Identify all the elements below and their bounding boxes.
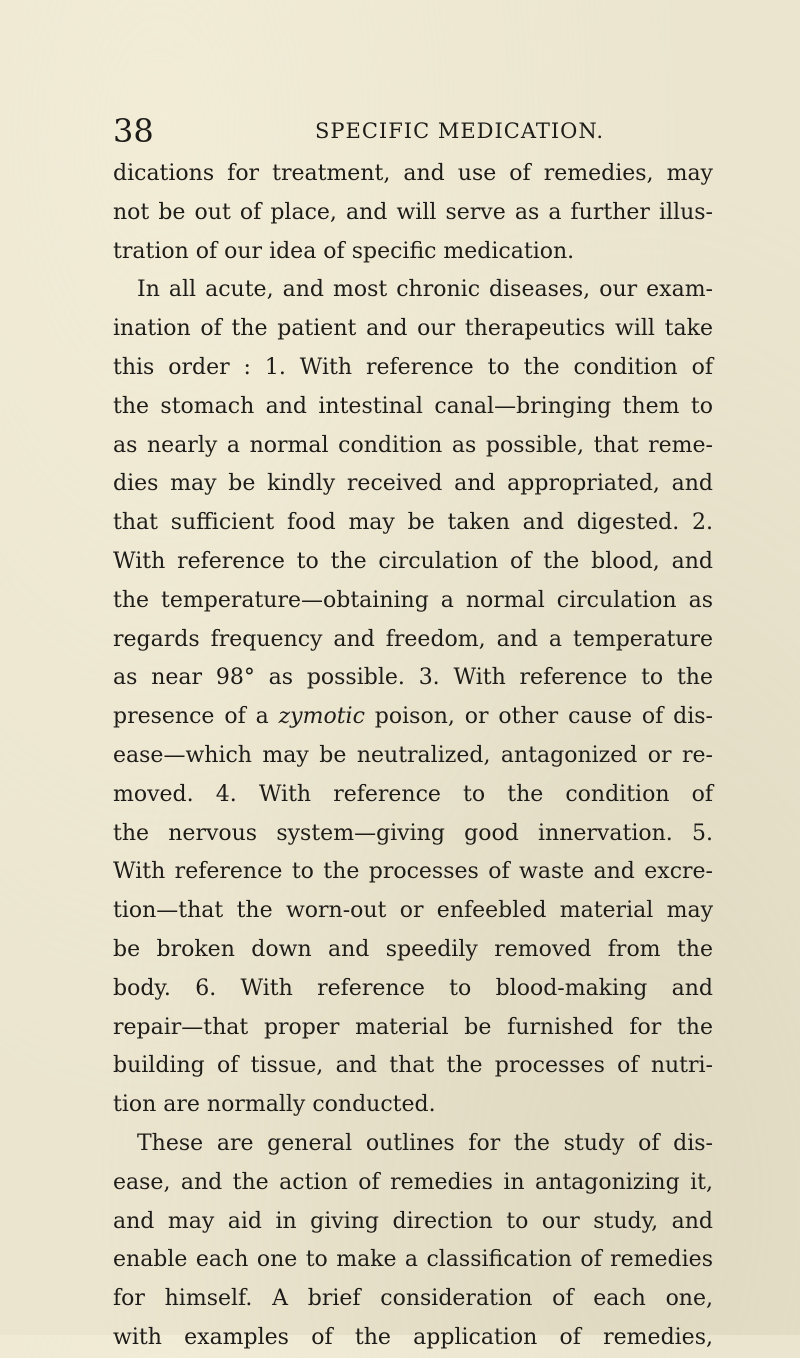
text-line: With reference to the circulation of the blood, and: [113, 548, 713, 574]
text-line: moved. 4. With reference to the condition of: [113, 781, 713, 807]
text-line: dies may be kindly received and appropriated, and: [113, 471, 713, 497]
text-line: tion are normally conducted.: [113, 1092, 436, 1118]
text-line: for himself. A brief consideration of each one,: [113, 1286, 713, 1312]
text-line: repair—that proper material be furnished for the: [113, 1014, 713, 1040]
text-line: and may aid in giving direction to our study, and: [113, 1208, 713, 1234]
text-line: that sufficient food may be taken and digested. 2.: [113, 510, 713, 536]
text-line: dications for treatment, and use of remedies, may: [113, 161, 713, 186]
text-line: the temperature—obtaining a normal circulation as: [113, 587, 713, 613]
text-line: building of tissue, and that the processes of nutri-: [113, 1053, 713, 1079]
text-line: tration of our idea of specific medication.: [113, 238, 575, 264]
text-line: the stomach and intestinal canal—bringing them to: [113, 393, 713, 419]
text-line: tion—that the worn-out or enfeebled material may: [113, 898, 713, 924]
text-segment: presence of a: [113, 704, 279, 730]
text-line: ease, and the action of remedies in antagonizing it,: [113, 1169, 713, 1195]
text-line: as nearly a normal condition as possible, that reme-: [113, 432, 713, 458]
text-line: regards frequency and freedom, and a temperature: [113, 626, 713, 652]
text-segment: poison, or other cause of dis-: [364, 704, 713, 730]
page-number: 38: [113, 112, 154, 150]
body-text: [113, 155, 713, 1358]
text-line: enable each one to make a classification of remedies: [113, 1247, 713, 1273]
italic-word: zymotic: [278, 704, 365, 730]
text-line: In all acute, and most chronic diseases, our exam-: [137, 277, 713, 303]
text-line: as near 98° as possible. 3. With reference to the: [113, 665, 713, 691]
text-line: With reference to the processes of waste and excre-: [113, 859, 713, 885]
text-line: ease—which may be neutralized, antagonized or re-: [113, 742, 713, 768]
text-line: with examples of the application of remedies,: [113, 1324, 713, 1350]
text-line-with-italic: [113, 698, 713, 737]
text-line: not be out of place, and will serve as a further illus-: [113, 199, 713, 225]
text-line: be broken down and speedily removed from the: [113, 936, 713, 962]
text-line: These are general outlines for the study of dis-: [137, 1130, 713, 1156]
text-line: ination of the patient and our therapeutics will take: [113, 316, 713, 342]
text-line: body. 6. With reference to blood-making and: [113, 975, 713, 1001]
text-line: the nervous system—giving good innervation. 5.: [113, 820, 713, 846]
running-head: SPECIFIC MEDICATION.: [315, 119, 605, 143]
text-line: this order : 1. With reference to the condition of: [113, 354, 713, 380]
